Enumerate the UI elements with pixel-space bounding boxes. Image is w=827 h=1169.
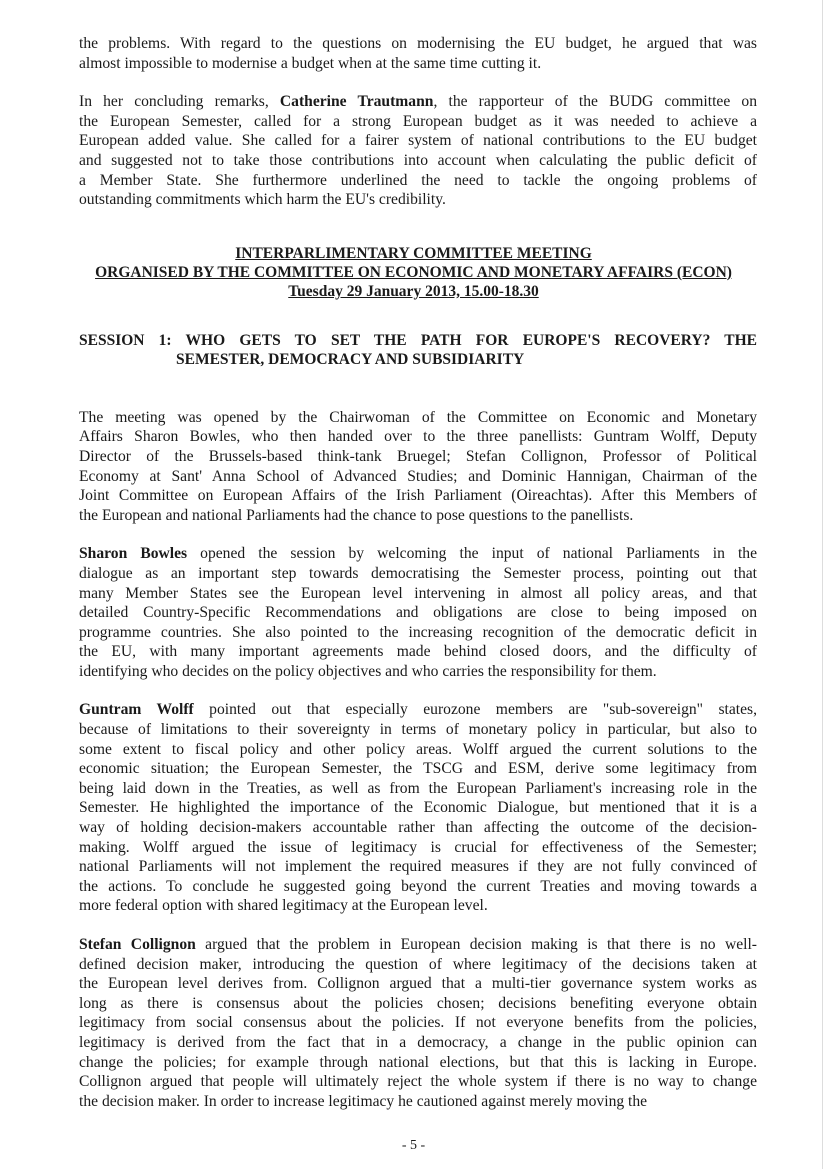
text-line: Affairs Sharon Bowles, who then handed over to the three panellists: Guntram Wolff, Deputy xyxy=(79,428,757,446)
text-line: economic situation; the European Semester, the TSCG and ESM, derive some legitimacy from xyxy=(79,760,757,778)
text-line: the decision maker. In order to increase legitimacy he cautioned against merely moving the xyxy=(79,1092,648,1110)
paragraph-sharon-bowles xyxy=(79,544,757,681)
text-line: because of limitations to their sovereignty in terms of monetary policy in particular, but also to xyxy=(79,721,757,739)
text-line: European added value. She called for a fairer system of national contributions to the EU budget xyxy=(79,132,757,150)
paragraph-guntram-wolff xyxy=(79,700,757,916)
text-line: the actions. To conclude he suggested going beyond the current Treaties and moving towards a xyxy=(79,877,757,895)
session-title-line-1: SESSION 1: WHO GETS TO SET THE PATH FOR EUROPE'S RECOVERY? THE xyxy=(79,331,757,349)
text-line: some extent to fiscal policy and other policy areas. Wolff argued the current solutions to the xyxy=(79,740,757,758)
text-line: programme countries. She also pointed to the increasing recognition of the democratic deficit in xyxy=(79,623,757,641)
text-line: legitimacy is derived from the fact that in a democracy, a change in the public opinion can xyxy=(79,1033,757,1051)
text-line: Sharon Bowles opened the session by welcoming the input of national Parliaments in the xyxy=(79,545,757,563)
text-line: and suggested not to take those contributions into account when calculating the public deficit of xyxy=(79,151,757,169)
text-line: outstanding commitments which harm the EU's credibility. xyxy=(79,191,446,209)
paragraph-trautmann xyxy=(79,92,757,210)
document-body xyxy=(79,34,757,1130)
text-line: The meeting was opened by the Chairwoman of the Committee on Economic and Monetary xyxy=(79,408,757,426)
text-line: defined decision maker, introducing the question of where legitimacy of the decisions taken at xyxy=(79,955,757,973)
text-line: way of holding decision-makers accountable rather than affecting the outcome of the decision- xyxy=(79,819,757,837)
text-line: change the policies; for example through national elections, but that this is lacking in Europe. xyxy=(79,1053,757,1071)
text-line: the problems. With regard to the questions on modernising the EU budget, he argued that was xyxy=(79,35,757,52)
scan-edge xyxy=(822,0,823,1169)
text-line: Guntram Wolff pointed out that especially eurozone members are "sub-sovereign" states, xyxy=(79,701,757,719)
text-line: many Member States see the European level intervening in almost all policy areas, and that xyxy=(79,584,757,602)
text-line: the EU, with many important agreements made behind closed doors, and the difficulty of xyxy=(79,643,757,661)
speaker-name: Sharon Bowles xyxy=(79,545,188,563)
heading-line-3: Tuesday 29 January 2013, 15.00-18.30 xyxy=(288,282,539,300)
text-line: legitimacy from social consensus about the policies. If not everyone benefits from the policies, xyxy=(79,1014,757,1032)
session-title xyxy=(79,331,757,370)
text-line: national Parliaments will not implement the required measures if they are not fully convinced of xyxy=(79,858,757,876)
text-line: the European level derives from. Collignon argued that a multi-tier governance system works as xyxy=(79,975,757,993)
text-line: making. Wolff argued the issue of legitimacy is crucial for effectiveness of the Semester; xyxy=(79,838,757,856)
paragraph-opening xyxy=(79,408,757,526)
text-line: Director of the Brussels-based think-tank Bruegel; Stefan Collignon, Professor of Political xyxy=(79,447,757,465)
heading-line-2: ORGANISED BY THE COMMITTEE ON ECONOMIC AND MONETARY AFFAIRS (ECON) xyxy=(95,263,732,281)
text-line: Stefan Collignon argued that the problem in European decision making is that there is no well- xyxy=(79,936,757,953)
text-line: Semester. He highlighted the importance of the Economic Dialogue, but mentioned that it is a xyxy=(79,799,757,817)
text-line: In her concluding remarks, Catherine Trautmann, the rapporteur of the BUDG committee on xyxy=(79,93,757,111)
speaker-name: Guntram Wolff xyxy=(79,701,194,719)
paragraph-budget-conclusion xyxy=(79,34,757,73)
text-line: Collignon argued that people will ultimately reject the whole system if there is no way to change xyxy=(79,1073,757,1091)
heading-line-1: INTERPARLIMENTARY COMMITTEE MEETING xyxy=(235,244,592,262)
page-number: - 5 - xyxy=(401,1138,426,1153)
meeting-heading xyxy=(0,244,827,301)
text-line: the European Semester, called for a strong European budget as it was needed to achieve a xyxy=(79,112,757,130)
text-line: Joint Committee on European Affairs of the Irish Parliament (Oireachtas). After this Members of xyxy=(79,487,757,505)
text-line: almost impossible to modernise a budget when at the same time cutting it. xyxy=(79,54,542,72)
text-line: long as there is consensus about the policies chosen; decisions benefiting everyone obtain xyxy=(79,994,757,1012)
text-line: dialogue as an important step towards democratising the Semester process, pointing out that xyxy=(79,564,757,582)
text-line: more federal option with shared legitimacy at the European level. xyxy=(79,897,488,915)
speaker-name: Catherine Trautmann xyxy=(279,93,434,111)
text-line: identifying who decides on the policy objectives and who carries the responsibility for them. xyxy=(79,662,657,680)
paragraph-stefan-collignon xyxy=(79,935,757,1111)
text-line: Economy at Sant' Anna School of Advanced Studies; and Dominic Hannigan, Chairman of the xyxy=(79,467,757,485)
text-line: a Member State. She furthermore underlined the need to tackle the ongoing problems of xyxy=(79,171,757,189)
text-line: detailed Country-Specific Recommendations and obligations are close to being imposed on xyxy=(79,604,757,622)
text-line: being laid down in the Treaties, as well as from the European Parliament's increasing role in the xyxy=(79,779,757,797)
speaker-name: Stefan Collignon xyxy=(79,936,196,953)
session-title-line-2: SEMESTER, DEMOCRACY AND SUBSIDIARITY xyxy=(176,351,525,369)
text-line: the European and national Parliaments had the chance to pose questions to the panellists. xyxy=(79,506,634,524)
